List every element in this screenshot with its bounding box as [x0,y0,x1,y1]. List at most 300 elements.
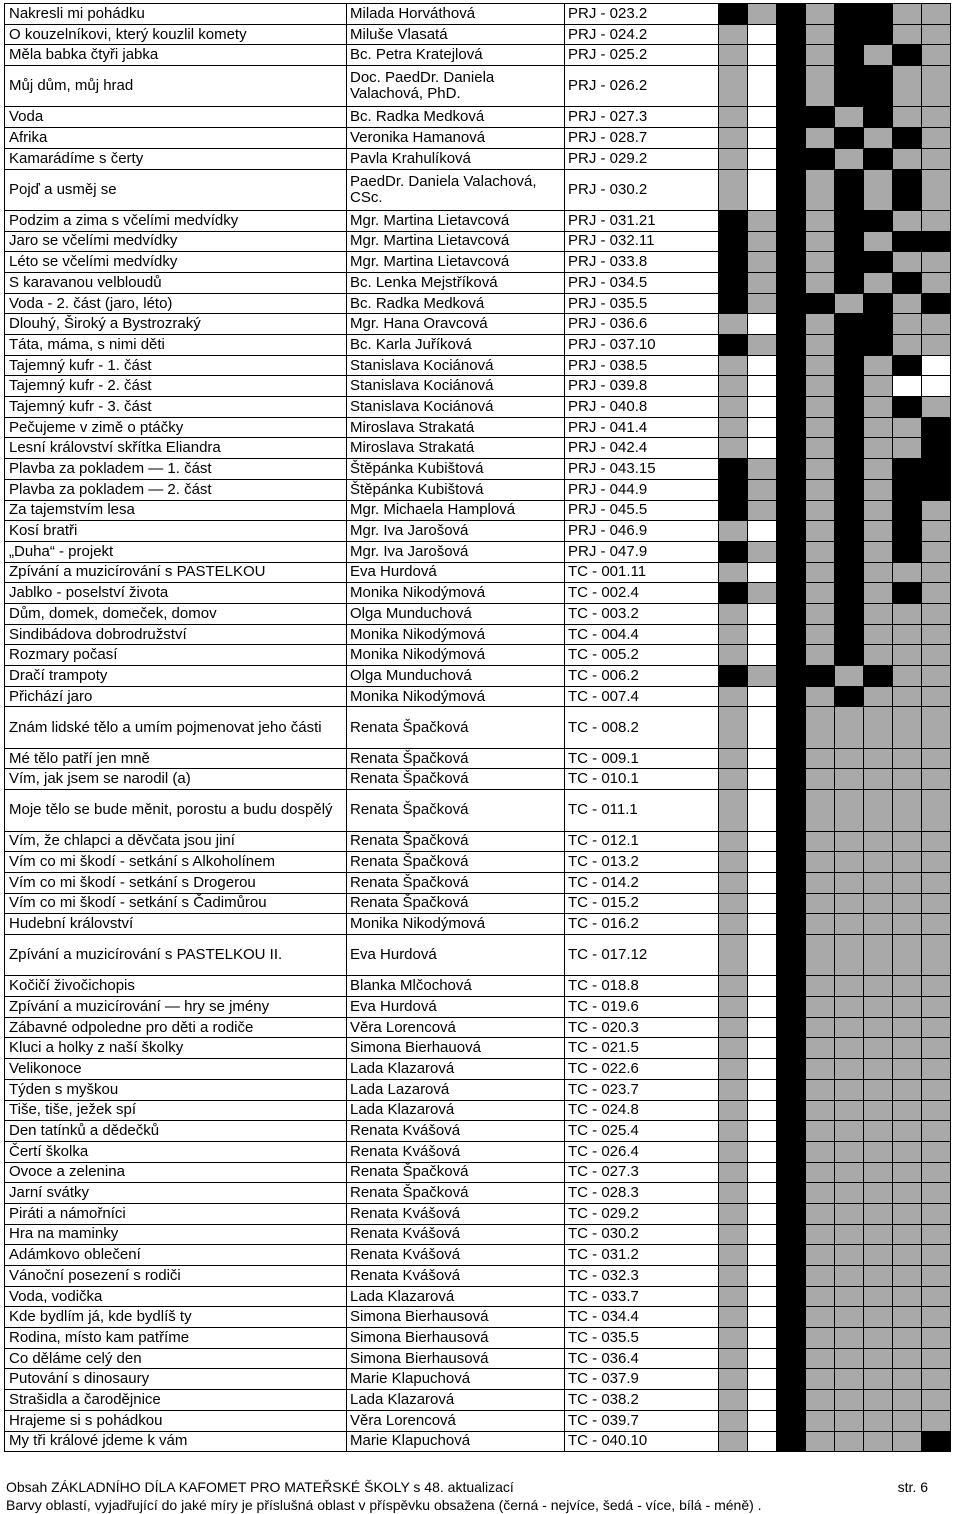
cell-code: TC - 005.2 [565,645,719,666]
marker-gray [806,1410,835,1431]
marker-gray [719,107,748,128]
cell-title: Hudební království [5,914,347,935]
marker-gray [864,1266,893,1287]
marker-gray [864,1224,893,1245]
marker-white [748,376,777,397]
marker-black [835,128,864,149]
cell-author: Renata Špačková [347,769,565,790]
table-row [5,1183,951,1204]
marker-gray [922,210,951,231]
marker-gray [864,1307,893,1328]
marker-black [835,562,864,583]
table-row [5,107,951,128]
marker-gray [806,479,835,500]
marker-gray [806,1059,835,1080]
table-row [5,479,951,500]
cell-title: Jablko - poselství života [5,583,347,604]
table-row [5,1410,951,1431]
cell-code: PRJ - 043.15 [565,459,719,480]
cell-code: TC - 006.2 [565,666,719,687]
marker-gray [748,210,777,231]
cell-title: Týden s myškou [5,1079,347,1100]
cell-title: Tajemný kufr - 1. část [5,355,347,376]
marker-black [864,314,893,335]
marker-white [748,1141,777,1162]
marker-white [748,686,777,707]
cell-author: Věra Lorencová [347,1017,565,1038]
marker-gray [893,1369,922,1390]
marker-black [893,169,922,210]
marker-gray [719,1266,748,1287]
cell-author: Bc. Lenka Mejstříková [347,272,565,293]
cell-title: Co děláme celý den [5,1348,347,1369]
marker-black [835,376,864,397]
cell-code: PRJ - 045.5 [565,500,719,521]
marker-gray [893,335,922,356]
marker-black [777,1141,806,1162]
marker-white [922,355,951,376]
cell-title: O kouzelníkovi, který kouzlil komety [5,24,347,45]
marker-gray [835,293,864,314]
marker-gray [806,500,835,521]
marker-black [922,231,951,252]
table-row [5,1121,951,1142]
marker-black [777,1266,806,1287]
marker-gray [835,707,864,748]
cell-code: TC - 003.2 [565,603,719,624]
marker-gray [806,459,835,480]
marker-gray [864,1141,893,1162]
marker-gray [922,169,951,210]
marker-gray [806,1183,835,1204]
marker-white [748,1348,777,1369]
marker-gray [806,1245,835,1266]
marker-gray [806,45,835,66]
marker-gray [806,852,835,873]
marker-black [835,521,864,542]
marker-gray [864,397,893,418]
marker-gray [864,1286,893,1307]
marker-black [777,562,806,583]
marker-gray [893,893,922,914]
table-row [5,210,951,231]
marker-gray [893,1224,922,1245]
marker-black [893,272,922,293]
cell-code: TC - 015.2 [565,893,719,914]
cell-author: Stanislava Kociánová [347,397,565,418]
marker-gray [893,603,922,624]
marker-black [922,1431,951,1452]
cell-code: TC - 040.10 [565,1431,719,1452]
marker-black [777,976,806,997]
cell-author: Monika Nikodýmová [347,624,565,645]
marker-gray [806,562,835,583]
cell-code: TC - 033.7 [565,1286,719,1307]
marker-gray [806,1307,835,1328]
marker-black [893,521,922,542]
marker-black [777,438,806,459]
marker-gray [864,935,893,976]
table-row [5,335,951,356]
marker-gray [864,1100,893,1121]
marker-white [748,1224,777,1245]
marker-gray [893,790,922,831]
marker-gray [922,314,951,335]
marker-gray [864,1328,893,1349]
marker-gray [719,1390,748,1411]
marker-gray [835,1224,864,1245]
marker-gray [922,852,951,873]
marker-black [835,4,864,25]
marker-white [748,314,777,335]
marker-gray [893,66,922,107]
cell-author: Renata Kvášová [347,1141,565,1162]
cell-title: Zpívání a muzicírování s PASTELKOU II. [5,935,347,976]
marker-gray [922,66,951,107]
marker-gray [835,1307,864,1328]
table-row [5,666,951,687]
cell-author: Lada Lazarová [347,1079,565,1100]
marker-gray [893,417,922,438]
cell-code: TC - 027.3 [565,1162,719,1183]
cell-title: Znám lidské tělo a umím pojmenovat jeho části [5,707,347,748]
marker-black [719,541,748,562]
table-row [5,1369,951,1390]
marker-black [777,790,806,831]
marker-gray [922,914,951,935]
table-row [5,169,951,210]
marker-gray [922,997,951,1018]
cell-title: Za tajemstvím lesa [5,500,347,521]
marker-white [748,169,777,210]
cell-title: Podzim a zima s včelími medvídky [5,210,347,231]
marker-gray [806,521,835,542]
marker-gray [719,852,748,873]
marker-black [893,45,922,66]
marker-gray [893,872,922,893]
marker-gray [835,1431,864,1452]
cell-author: Renata Špačková [347,1183,565,1204]
marker-gray [864,169,893,210]
marker-black [835,314,864,335]
marker-gray [864,376,893,397]
cell-code: TC - 022.6 [565,1059,719,1080]
marker-black [864,666,893,687]
marker-gray [922,831,951,852]
marker-gray [806,4,835,25]
cell-title: Měla babka čtyři jabka [5,45,347,66]
marker-black [777,645,806,666]
marker-gray [864,1017,893,1038]
marker-black [777,1059,806,1080]
marker-gray [719,831,748,852]
marker-black [777,1038,806,1059]
table-row [5,1266,951,1287]
cell-title: Plavba za pokladem — 2. část [5,479,347,500]
marker-gray [922,541,951,562]
table-row [5,1100,951,1121]
marker-black [777,148,806,169]
marker-white [748,1038,777,1059]
table-row [5,1162,951,1183]
cell-code: TC - 020.3 [565,1017,719,1038]
cell-author: Marie Klapuchová [347,1431,565,1452]
marker-black [777,107,806,128]
marker-gray [864,1183,893,1204]
marker-gray [719,355,748,376]
marker-gray [835,1203,864,1224]
cell-code: PRJ - 024.2 [565,24,719,45]
marker-gray [806,603,835,624]
marker-gray [864,355,893,376]
marker-gray [835,852,864,873]
marker-black [777,417,806,438]
marker-black [777,1100,806,1121]
marker-black [777,872,806,893]
marker-black [777,169,806,210]
marker-black [777,1307,806,1328]
marker-gray [719,1369,748,1390]
marker-gray [864,500,893,521]
cell-code: TC - 031.2 [565,1245,719,1266]
cell-author: Bc. Radka Medková [347,293,565,314]
cell-code: TC - 011.1 [565,790,719,831]
marker-gray [922,1059,951,1080]
marker-gray [806,769,835,790]
page-footer [6,1478,946,1514]
marker-black [777,231,806,252]
cell-title: Tajemný kufr - 2. část [5,376,347,397]
marker-black [777,1017,806,1038]
marker-black [777,935,806,976]
color-legend-note: Barvy oblastí, vyjadřující do jaké míry je příslušná oblast v příspěvku obsažena (černá - nejvíce, šedá - více, bílá - méně) . [6,1497,762,1513]
cell-code: TC - 038.2 [565,1390,719,1411]
marker-black [864,107,893,128]
footer-title: Obsah ZÁKLADNÍHO DÍLA KAFOMET PRO MATEŘSKÉ ŠKOLY s 48. aktualizací [6,1479,514,1495]
marker-gray [719,66,748,107]
marker-white [748,1100,777,1121]
marker-black [806,148,835,169]
marker-white [748,521,777,542]
marker-gray [893,1328,922,1349]
marker-gray [922,4,951,25]
marker-gray [864,479,893,500]
table-row [5,645,951,666]
cell-code: PRJ - 039.8 [565,376,719,397]
marker-black [777,1224,806,1245]
marker-gray [835,1348,864,1369]
marker-gray [864,562,893,583]
marker-gray [806,231,835,252]
marker-gray [864,872,893,893]
marker-black [777,272,806,293]
cell-author: Simona Bierhausová [347,1307,565,1328]
marker-gray [719,1410,748,1431]
marker-white [748,790,777,831]
cell-code: TC - 021.5 [565,1038,719,1059]
marker-gray [864,1369,893,1390]
marker-black [719,293,748,314]
marker-black [777,666,806,687]
cell-author: Simona Bierhausová [347,1328,565,1349]
cell-title: Vím co mi škodí - setkání s Alkoholínem [5,852,347,873]
marker-gray [806,1079,835,1100]
cell-author: Monika Nikodýmová [347,914,565,935]
marker-gray [864,831,893,852]
cell-code: PRJ - 034.5 [565,272,719,293]
marker-gray [719,624,748,645]
marker-black [777,852,806,873]
marker-gray [893,1100,922,1121]
marker-white [748,707,777,748]
cell-author: Monika Nikodýmová [347,645,565,666]
marker-gray [719,1162,748,1183]
marker-gray [835,748,864,769]
marker-black [777,1348,806,1369]
marker-gray [893,624,922,645]
marker-gray [719,1203,748,1224]
marker-white [748,417,777,438]
marker-black [777,914,806,935]
marker-gray [864,1431,893,1452]
cell-code: PRJ - 030.2 [565,169,719,210]
table-row [5,314,951,335]
marker-gray [893,210,922,231]
marker-gray [748,541,777,562]
marker-gray [719,893,748,914]
marker-gray [835,914,864,935]
table-row [5,562,951,583]
marker-white [748,1266,777,1287]
marker-gray [864,541,893,562]
cell-author: Renata Špačková [347,748,565,769]
marker-gray [806,624,835,645]
marker-gray [893,562,922,583]
marker-gray [835,148,864,169]
cell-title: Pečujeme v zimě o ptáčky [5,417,347,438]
cell-title: Tiše, tiše, ježek spí [5,1100,347,1121]
marker-white [748,1059,777,1080]
marker-gray [922,686,951,707]
table-row [5,128,951,149]
marker-gray [922,666,951,687]
cell-author: Bc. Petra Kratejlová [347,45,565,66]
cell-code: TC - 034.4 [565,1307,719,1328]
marker-gray [864,1245,893,1266]
table-row [5,355,951,376]
marker-gray [922,583,951,604]
cell-code: TC - 018.8 [565,976,719,997]
marker-gray [893,1059,922,1080]
marker-gray [922,24,951,45]
marker-gray [922,272,951,293]
marker-black [835,355,864,376]
marker-gray [719,1017,748,1038]
marker-gray [719,1224,748,1245]
marker-black [835,169,864,210]
marker-gray [719,769,748,790]
marker-black [777,769,806,790]
cell-title: Vánoční posezení s rodiči [5,1266,347,1287]
cell-code: PRJ - 023.2 [565,4,719,25]
marker-gray [835,1286,864,1307]
marker-gray [806,210,835,231]
marker-black [835,210,864,231]
marker-gray [864,603,893,624]
marker-gray [719,1059,748,1080]
cell-title: Den tatínků a dědečků [5,1121,347,1142]
marker-gray [922,500,951,521]
marker-black [835,66,864,107]
cell-title: Voda [5,107,347,128]
marker-white [748,831,777,852]
marker-gray [835,1079,864,1100]
marker-gray [719,438,748,459]
cell-author: Renata Kvášová [347,1224,565,1245]
cell-title: Hrajeme si s pohádkou [5,1410,347,1431]
cell-author: Renata Špačková [347,872,565,893]
marker-gray [719,314,748,335]
marker-gray [922,872,951,893]
marker-gray [806,1121,835,1142]
cell-author: Štěpánka Kubištová [347,479,565,500]
marker-gray [864,976,893,997]
cell-author: Mgr. Martina Lietavcová [347,231,565,252]
marker-gray [922,748,951,769]
marker-white [748,1121,777,1142]
marker-gray [806,541,835,562]
cell-title: Nakresli mi pohádku [5,4,347,25]
marker-black [864,148,893,169]
marker-gray [893,1390,922,1411]
marker-black [806,107,835,128]
table-row [5,66,951,107]
marker-gray [835,1121,864,1142]
cell-author: Lada Klazarová [347,1100,565,1121]
marker-gray [748,335,777,356]
marker-black [806,293,835,314]
marker-black [777,831,806,852]
cell-code: TC - 016.2 [565,914,719,935]
marker-black [777,893,806,914]
table-row [5,914,951,935]
marker-black [893,397,922,418]
table-row [5,293,951,314]
cell-title: „Duha“ - projekt [5,541,347,562]
marker-black [835,603,864,624]
marker-gray [893,935,922,976]
cell-code: TC - 014.2 [565,872,719,893]
cell-code: TC - 039.7 [565,1410,719,1431]
cell-title: Piráti a námořníci [5,1203,347,1224]
marker-gray [806,935,835,976]
marker-gray [748,252,777,273]
marker-gray [864,707,893,748]
cell-title: Lesní království skřítka Eliandra [5,438,347,459]
marker-gray [806,645,835,666]
marker-gray [806,1100,835,1121]
marker-gray [893,976,922,997]
marker-black [835,397,864,418]
marker-gray [893,24,922,45]
table-row [5,1079,951,1100]
marker-gray [719,645,748,666]
cell-author: Simona Bierhausová [347,1348,565,1369]
cell-author: Eva Hurdová [347,562,565,583]
marker-gray [922,1390,951,1411]
cell-author: Pavla Krahulíková [347,148,565,169]
marker-gray [719,1183,748,1204]
